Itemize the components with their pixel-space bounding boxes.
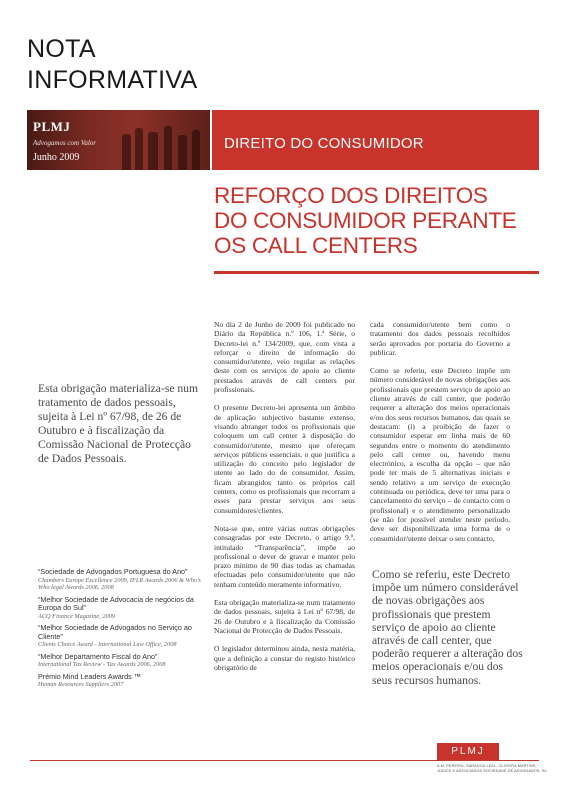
award-item (38, 596, 208, 621)
award-item (38, 624, 208, 649)
headline-line-3: OS CALL CENTERS (214, 233, 418, 258)
award-name: “Melhor Sociedade de Advogados no Serviço ao Cliente” (38, 623, 192, 641)
body-paragraph: Esta obrigação materializa-se num tratamento de dados pessoais, sujeita à Lei nº 67/98, de 26 de Outubro e à fiscalização da Comissão Nacional de Protecção de Dados Pessoais. (214, 598, 355, 635)
award-name: “Melhor Sociedade de Advocacia de negócios da Europa do Sul” (38, 594, 194, 613)
body-column-2 (370, 320, 510, 552)
headline-divider (214, 271, 539, 274)
brand-name: PLMJ (33, 119, 71, 134)
award-source: Human Resources Suppliers 2007 (38, 681, 124, 689)
body-paragraph: Nota-se que, entre várias outras obrigações consagradas por este Decreto, o artigo 9.º, intitulado “Transparência”, impõe ao profissional o dever de gravar e manter pelo prazo mínimo de 90 dias todas as chamadas efectuadas pelo consumidor/utente que não tenham conteúdo meramente informativo. (214, 523, 355, 589)
awards-list (38, 568, 208, 693)
section-title: DIREITO DO CONSUMIDOR (224, 135, 424, 152)
award-source: Clients Choice Award - International Law Office, 2008 (38, 641, 177, 649)
headline-line-2: DO CONSUMIDOR PERANTE (214, 208, 517, 233)
masthead-title (27, 34, 197, 96)
banner-photo (27, 110, 210, 170)
brand-tagline: Advogamos com Valor (33, 139, 96, 147)
body-paragraph: O legislador determinou ainda, nesta matéria, que a definição a constar do registo histórico obrigatório de (214, 644, 355, 672)
footer-divider (30, 760, 539, 761)
award-source: ACQ Finance Magazine, 2009 (38, 612, 115, 620)
footer-logo: PLMJ (437, 743, 499, 760)
award-name: Prémio Mind Leaders Awards ™ (38, 671, 141, 681)
body-paragraph: cada consumidor/utente bem como o tratamento dos dados pessoais recolhidos serão aprovados por portaria do Governo a publicar. (370, 320, 510, 357)
footer-partners: A.M. PEREIRA, SÁRAGGA LEAL, OLIVEIRA MARTINS, JÚDICE E ASSOCIADOS SOCIEDADE DE ADVOGADOS, RL (437, 764, 547, 773)
masthead-line-1: NOTA (27, 35, 96, 63)
pull-quote-right: Como se referiu, este Decreto impõe um número considerável de novas obrigações aos profissionais que prestem serviço de apoio ao cliente através de call center, que poderão requerer a alteração dos meios operacionais e/ou dos seus recursos humanos. (372, 568, 523, 687)
award-item (38, 653, 208, 669)
award-item (38, 673, 208, 689)
body-paragraph: No dia 2 de Junho de 2009 foi publicado no Diário da República n.º 106, 1.ª Série, o Decreto-lei n.º 134/2009, que, com vista a reforçar o direito de informação do consumidor/utente, veio regular as relações deste com os serviços de apoio ao cliente prestados através de call centers por profissionais. (214, 320, 355, 395)
section-banner (212, 110, 539, 170)
award-name: “Sociedade de Advogados Portuguesa do Ano” (38, 567, 188, 576)
award-name: “Melhor Departamento Fiscal do Ano” (38, 651, 158, 661)
body-paragraph: Como se referiu, este Decreto impõe um número considerável de novas obrigações aos profissionais que prestem serviço de apoio ao cliente através de call center, que poderão requerer a alteração dos meios operacionais e/ou dos seus recursos humanos, das quais se destacam: (i) a proibição de fazer o consumidor esperar em linha mais de 60 segundos entre o momento do atendimento pelo call center ou, havendo menu electrónico, a escolha da opção – que não pode ter mais de 5 alternativas iniciais e sendo relativo a um serviço de execução continuada ou periódica, deve ter uma para o cancelamento do serviço – de contacto com o profissional) e o atendimento personalizado (se não for possível atender neste período, deve ser disponibilizada uma forma de o consumidor/utente deixar o seu contacto, (370, 366, 510, 543)
pull-quote-left: Esta obrigação materializa-se num tratamento de dados pessoais, sujeita à Lei nº 67/98, de 26 de Outubro e à fiscalização da Comissão Nacional de Protecção de Dados Pessoais. (38, 382, 198, 465)
body-paragraph: O presente Decreto-lei apresenta um âmbito de aplicação subjectivo bastante extenso, visando abranger todos os profissionais que coloquem um call center à disposição do consumidor/utente, mesmo que ofereçam serviços públicos essenciais, o que justifica a utilização do conceito pelo legislador de utente ao lado do de consumidor. Assim, ficam abrangidos tanto os próprios call centers, como os profissionais que recorram a esses para prestar serviços aos seus consumidores/clientes. (214, 403, 355, 515)
article-headline (214, 183, 544, 258)
award-source: International Tax Review - Tax Awards 2006, 2008 (38, 661, 166, 669)
body-column-1 (214, 320, 355, 681)
masthead-line-2: INFORMATIVA (27, 66, 198, 94)
award-source: Chambers Europe Excellence 2009, IFLR Awards 2006 & Who’s Who legal Awards 2006, 2008 (38, 576, 201, 592)
issue-date: Junho 2009 (33, 152, 80, 163)
headline-line-1: REFORÇO DOS DIREITOS (214, 183, 488, 208)
award-item (38, 568, 208, 592)
